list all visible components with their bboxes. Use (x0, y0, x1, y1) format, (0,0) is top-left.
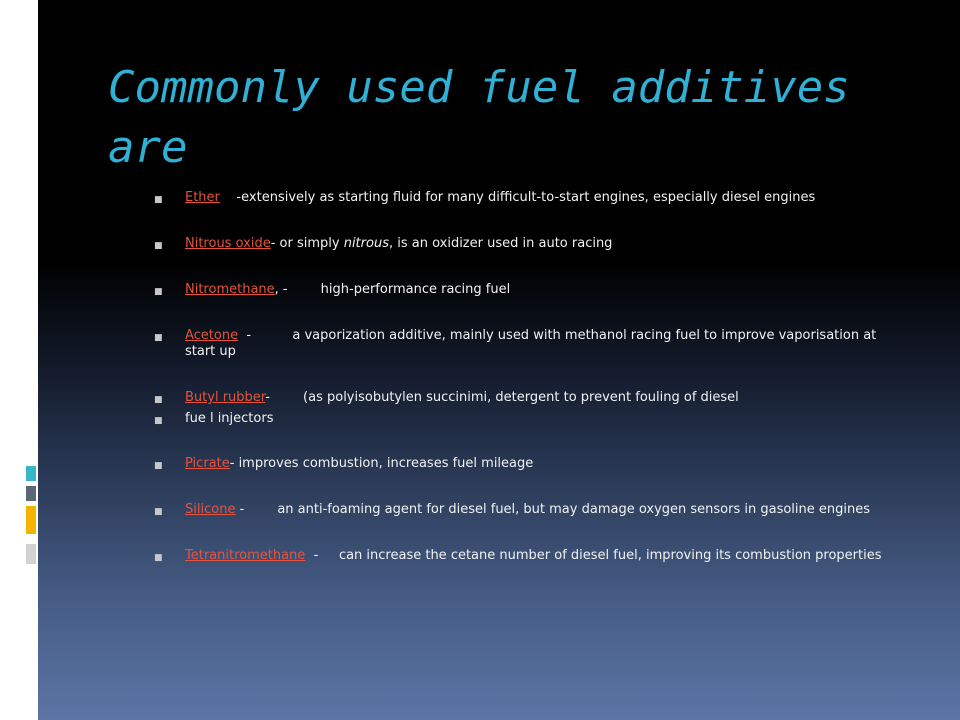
separator: - (265, 390, 304, 405)
separator: - (219, 190, 242, 205)
square-bullet-icon: ■ (154, 507, 163, 517)
item-description: high-performance racing fuel (320, 282, 511, 297)
list-item-nitromethane (154, 282, 884, 298)
square-bullet-icon: ■ (154, 416, 163, 426)
list-item-acetone (154, 328, 884, 360)
item-description: improves combustion, increases fuel mileage (238, 456, 534, 471)
link-acetone[interactable]: Acetone (185, 328, 239, 343)
square-bullet-icon: ■ (154, 195, 163, 205)
list-item-nitrous-oxide (154, 236, 884, 252)
item-description: (as polyisobutylen succinimi, detergent to prevent fouling of diesel (303, 390, 739, 405)
list-item-picrate (154, 456, 884, 472)
link-nitrous-oxide[interactable]: Nitrous oxide (185, 236, 271, 251)
separator: , - (274, 282, 321, 297)
additive-list (154, 190, 884, 564)
item-description: extensively as starting fluid for many difficult-to-start engines, especially diesel engines (241, 190, 816, 205)
separator: - (235, 502, 278, 517)
square-bullet-icon: ■ (154, 395, 163, 405)
separator: - (305, 548, 339, 563)
list-item-butyl-rubber (154, 390, 884, 406)
accent-segment-cyan (26, 466, 36, 481)
item-description: an anti-foaming agent for diesel fuel, but may damage oxygen sensors in gasoline engines (277, 502, 871, 517)
link-ether[interactable]: Ether (185, 190, 220, 205)
accent-segment-gold (26, 506, 36, 534)
accent-strip (26, 466, 36, 566)
square-bullet-icon: ■ (154, 553, 163, 563)
item-text: fue l injectors (185, 411, 274, 426)
link-picrate[interactable]: Picrate (185, 456, 230, 471)
link-silicone[interactable]: Silicone (185, 502, 236, 517)
link-nitromethane[interactable]: Nitromethane (185, 282, 275, 297)
list-item-silicone (154, 502, 884, 518)
separator: - (270, 236, 280, 251)
slide-title: Commonly used fuel additives are (108, 62, 850, 173)
accent-segment-gray (26, 486, 36, 501)
list-item-ether (154, 190, 884, 206)
list-item-fuel-injectors (154, 411, 884, 427)
square-bullet-icon: ■ (154, 333, 163, 343)
item-description: can increase the cetane number of diesel fuel, improving its combustion properties (338, 548, 882, 563)
item-description: a vaporization additive, mainly used with methanol racing fuel to improve vaporisation at start up (185, 328, 877, 359)
list-item-tetranitromethane (154, 548, 884, 564)
separator: - (229, 456, 239, 471)
item-description-emphasis: nitrous (343, 236, 389, 251)
accent-segment-light (26, 544, 36, 564)
square-bullet-icon: ■ (154, 241, 163, 251)
square-bullet-icon: ■ (154, 461, 163, 471)
link-tetranitromethane[interactable]: Tetranitromethane (185, 548, 306, 563)
square-bullet-icon: ■ (154, 287, 163, 297)
left-margin-stripe (0, 0, 38, 720)
item-description: , is an oxidizer used in auto racing (388, 236, 613, 251)
separator: - (238, 328, 293, 343)
item-description: or simply (279, 236, 344, 251)
link-butyl-rubber[interactable]: Butyl rubber (185, 390, 266, 405)
